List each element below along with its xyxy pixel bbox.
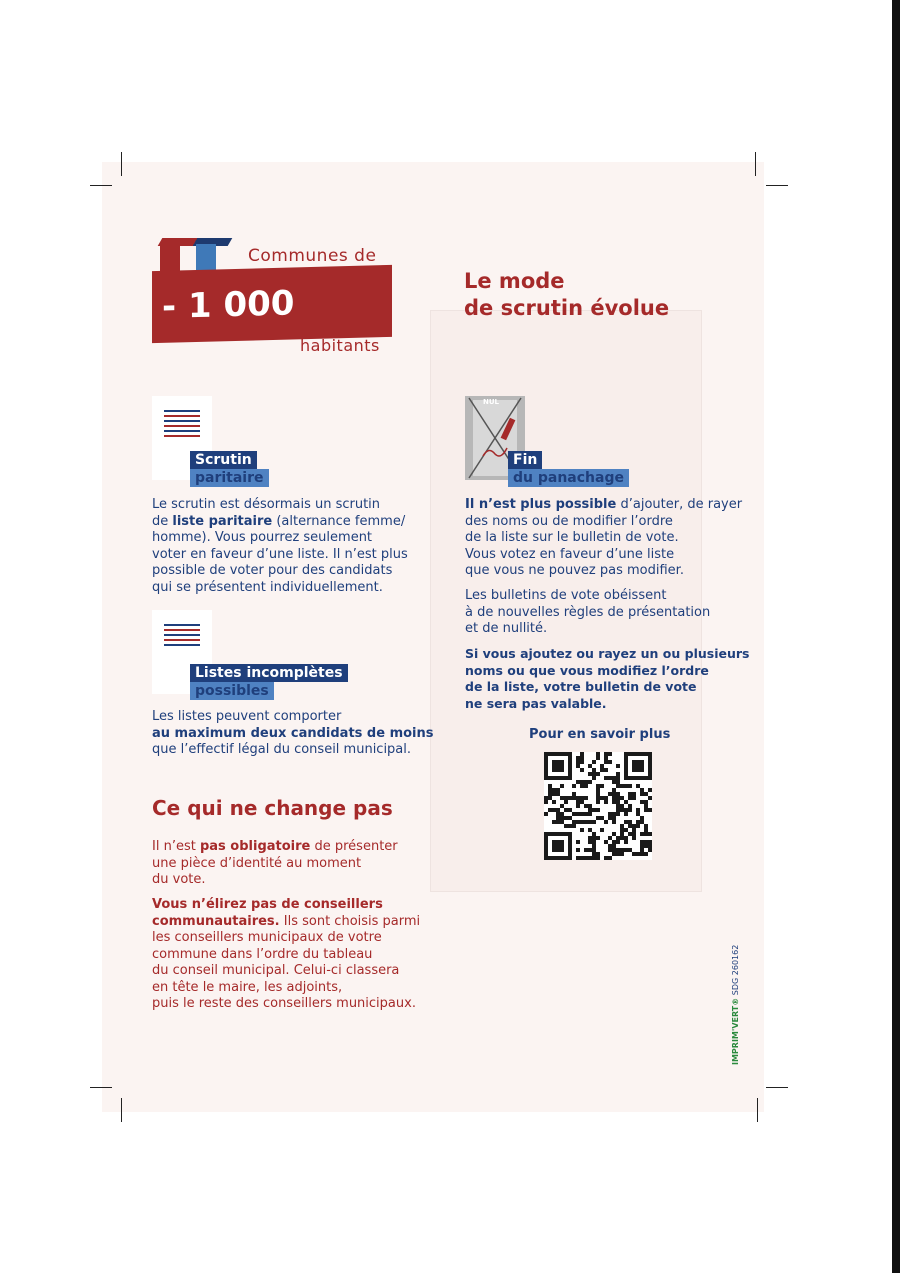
text-line: en tête le maire, les adjoints, (152, 979, 343, 995)
print-code: SDG 260162 (731, 944, 740, 996)
panachage-paragraph-2 (465, 588, 710, 638)
text-line: que vous ne pouvez pas modifier. (465, 563, 684, 578)
imprimvert-brand: IMPRIM'VERT® (731, 997, 740, 1065)
title-line: Le mode (464, 269, 565, 293)
text-line: de la liste sur le bulletin de vote. (465, 530, 679, 545)
text-line: que l’effectif légal du conseil municipal. (152, 742, 412, 757)
crop-mark (121, 152, 122, 176)
crop-mark (766, 185, 788, 186)
crop-mark (90, 185, 112, 186)
tag-fin-panachage (508, 451, 629, 487)
text-line: Les bulletins de vote obéissent (465, 588, 667, 603)
more-info-label: Pour en savoir plus (529, 727, 671, 742)
text-line: à de nouvelles règles de présentation (465, 604, 711, 620)
text-line: qui se présentent individuellement. (152, 579, 383, 595)
population-badge (152, 265, 392, 343)
panachage-warning (465, 646, 750, 712)
text-line: Il n’est plus possible d’ajouter, de rayer (465, 497, 743, 512)
tag-line: possibles (190, 682, 274, 700)
tag-line: Fin (508, 451, 542, 469)
text-line: des noms ou de modifier l’ordre (465, 513, 673, 529)
text-line: communautaires. Ils sont choisis parmi (152, 913, 421, 929)
page-title (464, 268, 669, 322)
list-lines-icon (164, 624, 200, 649)
communes-header (152, 238, 397, 356)
text-line: Vous votez en faveur d’une liste (465, 546, 675, 562)
tag-line: du panachage (508, 469, 629, 487)
crop-mark (755, 152, 756, 176)
tag-line: Scrutin (190, 451, 257, 469)
text-line: noms ou que vous modifiez l’ordre (465, 662, 709, 678)
imprimvert-label (731, 945, 740, 1065)
list-lines-icon (164, 410, 200, 440)
text-line: de la liste, votre bulletin de vote (465, 679, 697, 694)
communes-label: Communes de (248, 246, 377, 266)
text-line: et de nullité. (465, 621, 548, 636)
text-line: au maximum deux candidats de moins (152, 725, 434, 741)
text-line: Le scrutin est désormais un scrutin (152, 497, 381, 512)
text-line: Si vous ajoutez ou rayez un ou plusieurs (465, 646, 750, 661)
section-title: Ce qui ne change pas (152, 796, 393, 820)
text-line: Vous n’élirez pas de conseillers (152, 897, 383, 912)
text-line: ne sera pas valable. (465, 695, 607, 711)
habitants-label: habitants (300, 336, 380, 355)
text-line: homme). Vous pourrez seulement (152, 530, 373, 545)
panachage-paragraph-1 (465, 497, 742, 580)
text-line: Les listes peuvent comporter (152, 709, 342, 724)
crop-mark (90, 1087, 112, 1088)
crop-mark (121, 1098, 122, 1122)
title-line: de scrutin évolue (464, 296, 670, 320)
tag-line: Listes incomplètes (190, 664, 348, 682)
text-line: possible de voter pour des candidats (152, 563, 393, 578)
text-line: commune dans l’ordre du tableau (152, 946, 373, 962)
tag-scrutin-paritaire (190, 451, 269, 487)
qr-code[interactable] (544, 752, 652, 860)
no-change-paragraph-2 (152, 897, 420, 1013)
crop-mark (766, 1087, 788, 1088)
scrutin-paritaire-text (152, 497, 408, 596)
tag-line: paritaire (190, 469, 269, 487)
population-value: - 1 000 (162, 283, 295, 327)
nul-stamp: NUL (483, 398, 500, 406)
tag-listes-incompletes (190, 664, 348, 700)
text-line: Il n’est pas obligatoire de présenter (152, 839, 398, 854)
text-line: une pièce d’identité au moment (152, 855, 362, 871)
text-line: du conseil municipal. Celui-ci classera (152, 963, 400, 978)
no-change-paragraph-1 (152, 839, 398, 889)
text-line: du vote. (152, 872, 206, 887)
crop-mark (757, 1098, 758, 1122)
text-line: les conseillers municipaux de votre (152, 930, 382, 945)
scan-edge (892, 0, 900, 1273)
text-line: voter en faveur d’une liste. Il n’est plus (152, 546, 408, 562)
listes-incompletes-text (152, 709, 434, 759)
text-line: de liste paritaire (alternance femme/ (152, 513, 406, 529)
text-line: puis le reste des conseillers municipaux. (152, 996, 416, 1011)
